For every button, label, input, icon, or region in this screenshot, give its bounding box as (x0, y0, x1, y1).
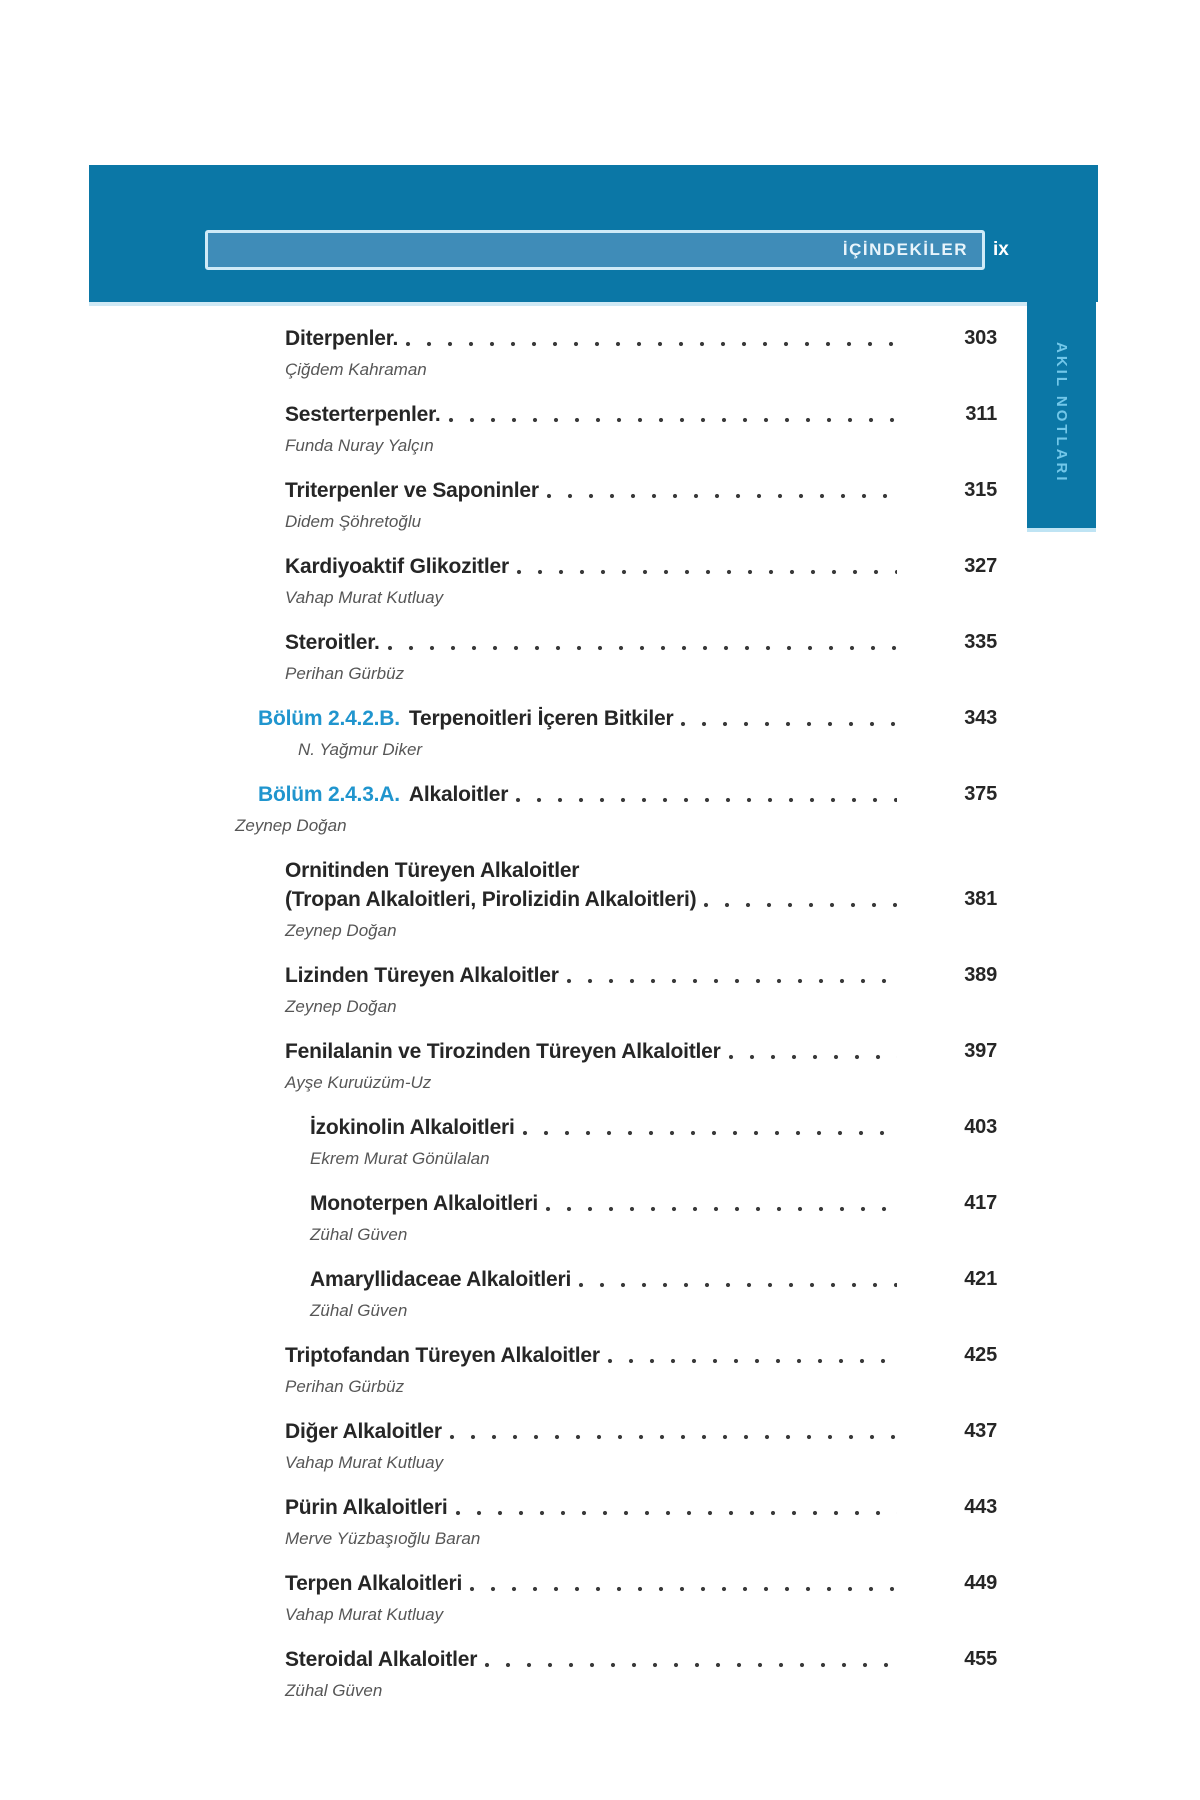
toc-entry (89, 856, 1027, 944)
entry-title-row (89, 961, 1027, 992)
dot-leader (449, 1417, 897, 1448)
entry-title: Terpen Alkaloitleri (285, 1572, 463, 1595)
toc-entry (89, 1569, 1027, 1628)
entry-author: Zeynep Doğan (235, 816, 347, 835)
entry-title: Amaryllidaceae Alkaloitleri (310, 1268, 572, 1291)
dot-leader (515, 780, 897, 811)
header-page-number: ix (993, 239, 1009, 260)
entry-page-number: 327 (964, 555, 997, 577)
entry-title-row (89, 1265, 1027, 1296)
entry-author: Çiğdem Kahraman (285, 360, 427, 379)
header-underline (89, 302, 1027, 306)
toc-entry (89, 1341, 1027, 1400)
dot-leader (607, 1341, 897, 1372)
entry-page-number: 421 (964, 1268, 997, 1290)
contents-title-box (205, 230, 985, 270)
toc-entry (89, 961, 1027, 1020)
entry-title: İzokinolin Alkaloitleri (310, 1116, 515, 1139)
entry-title-row (89, 704, 1027, 735)
entry-title: Steroidal Alkaloitler (285, 1648, 478, 1671)
toc-list (89, 324, 1027, 1721)
entry-title: Steroitler. (285, 631, 380, 654)
entry-title: Monoterpen Alkaloitleri (310, 1192, 538, 1215)
entry-author: Vahap Murat Kutluay (285, 588, 444, 607)
entry-title: Triterpenler ve Saponinler (285, 479, 539, 502)
chapter-label: Bölüm 2.4.3.A. (258, 783, 400, 806)
entry-page-number: 425 (964, 1344, 997, 1366)
dot-leader (546, 476, 897, 507)
entry-title-row (89, 476, 1027, 507)
header-band (89, 165, 1098, 302)
toc-entry (89, 1037, 1027, 1096)
toc-entry (89, 628, 1027, 687)
entry-author: Zühal Güven (310, 1225, 408, 1244)
entry-page-number: 397 (964, 1040, 997, 1062)
entry-author: Zeynep Doğan (285, 921, 397, 940)
entry-title-row (89, 885, 1027, 916)
toc-entry (89, 1189, 1027, 1248)
entry-title-row (89, 1037, 1027, 1068)
entry-page-number: 403 (964, 1116, 997, 1138)
toc-entry (89, 1493, 1027, 1552)
entry-title: Pürin Alkaloitleri (285, 1496, 448, 1519)
entry-title: Terpenoitleri İçeren Bitkiler (408, 707, 674, 730)
entry-title-row (89, 1113, 1027, 1144)
entry-page-number: 315 (964, 479, 997, 501)
entry-title: Lizinden Türeyen Alkaloitler (285, 964, 559, 987)
entry-title: Diterpenler. (285, 327, 399, 350)
entry-title: Diğer Alkaloitler (285, 1420, 442, 1443)
entry-page-number: 303 (964, 327, 997, 349)
entry-pre-title: Ornitinden Türeyen Alkaloitler (285, 859, 580, 882)
entry-author: Funda Nuray Yalçın (285, 436, 434, 455)
entry-author: N. Yağmur Diker (298, 740, 423, 759)
toc-entry (89, 476, 1027, 535)
toc-entry (89, 780, 1027, 839)
entry-title-row (89, 1189, 1027, 1220)
entry-author: Perihan Gürbüz (285, 1377, 405, 1396)
entry-author: Perihan Gürbüz (285, 664, 405, 683)
dot-leader (680, 704, 897, 735)
entry-title-row (89, 1417, 1027, 1448)
entry-page-number: 311 (965, 403, 997, 425)
dot-leader (516, 552, 897, 583)
entry-title-row (89, 552, 1027, 583)
dot-leader (545, 1189, 897, 1220)
dot-leader (387, 628, 897, 659)
dot-leader (469, 1569, 897, 1600)
entry-title: Triptofandan Türeyen Alkaloitler (285, 1344, 600, 1367)
entry-page-number: 381 (964, 888, 997, 910)
entry-title: Sesterterpenler. (285, 403, 441, 426)
entry-author: Merve Yüzbaşıoğlu Baran (285, 1529, 481, 1548)
entry-page-number: 449 (964, 1572, 997, 1594)
toc-entry (89, 400, 1027, 459)
entry-author: Vahap Murat Kutluay (285, 1453, 444, 1472)
dot-leader (728, 1037, 897, 1068)
dot-leader (566, 961, 897, 992)
entry-title: (Tropan Alkaloitleri, Pirolizidin Alkaloitleri) (285, 888, 697, 911)
sidebar-tab (1027, 302, 1096, 532)
entry-author: Ekrem Murat Gönülalan (310, 1149, 490, 1168)
entry-title-row (89, 400, 1027, 431)
entry-author: Didem Şöhretoğlu (285, 512, 422, 531)
entry-title: Alkaloitler (408, 783, 509, 806)
entry-page-number: 375 (964, 783, 997, 805)
entry-title-row (89, 1645, 1027, 1676)
dot-leader (455, 1493, 898, 1524)
entry-title-row (89, 1569, 1027, 1600)
entry-author: Ayşe Kuruüzüm-Uz (285, 1073, 432, 1092)
toc-entry (89, 1417, 1027, 1476)
entry-author: Vahap Murat Kutluay (285, 1605, 444, 1624)
entry-page-number: 335 (964, 631, 997, 653)
toc-entry (89, 1265, 1027, 1324)
series-label: AKIL NOTLARI (1053, 342, 1070, 484)
entry-page-number: 455 (964, 1648, 997, 1670)
dot-leader (522, 1113, 897, 1144)
chapter-label: Bölüm 2.4.2.B. (258, 707, 400, 730)
entry-page-number: 443 (964, 1496, 997, 1518)
toc-entry (89, 324, 1027, 383)
entry-page-number: 389 (964, 964, 997, 986)
dot-leader (578, 1265, 897, 1296)
entry-title-row (89, 324, 1027, 355)
dot-leader (703, 885, 897, 916)
entry-title-row (89, 780, 1027, 811)
entry-title-row (89, 628, 1027, 659)
entry-title-row (89, 1341, 1027, 1372)
entry-author: Zühal Güven (310, 1301, 408, 1320)
contents-title: İÇİNDEKİLER (842, 240, 968, 259)
entry-title-row (89, 1493, 1027, 1524)
toc-entry (89, 1645, 1027, 1704)
entry-author: Zühal Güven (285, 1681, 383, 1700)
toc-entry (89, 704, 1027, 763)
toc-entry (89, 1113, 1027, 1172)
dot-leader (448, 400, 897, 431)
entry-author: Zeynep Doğan (285, 997, 397, 1016)
dot-leader (484, 1645, 897, 1676)
entry-page-number: 417 (964, 1192, 997, 1214)
entry-page-number: 437 (964, 1420, 997, 1442)
dot-leader (405, 324, 897, 355)
entry-page-number: 343 (964, 707, 997, 729)
entry-title: Fenilalanin ve Tirozinden Türeyen Alkaloitler (285, 1040, 721, 1063)
toc-entry (89, 552, 1027, 611)
entry-title: Kardiyoaktif Glikozitler (285, 555, 509, 578)
